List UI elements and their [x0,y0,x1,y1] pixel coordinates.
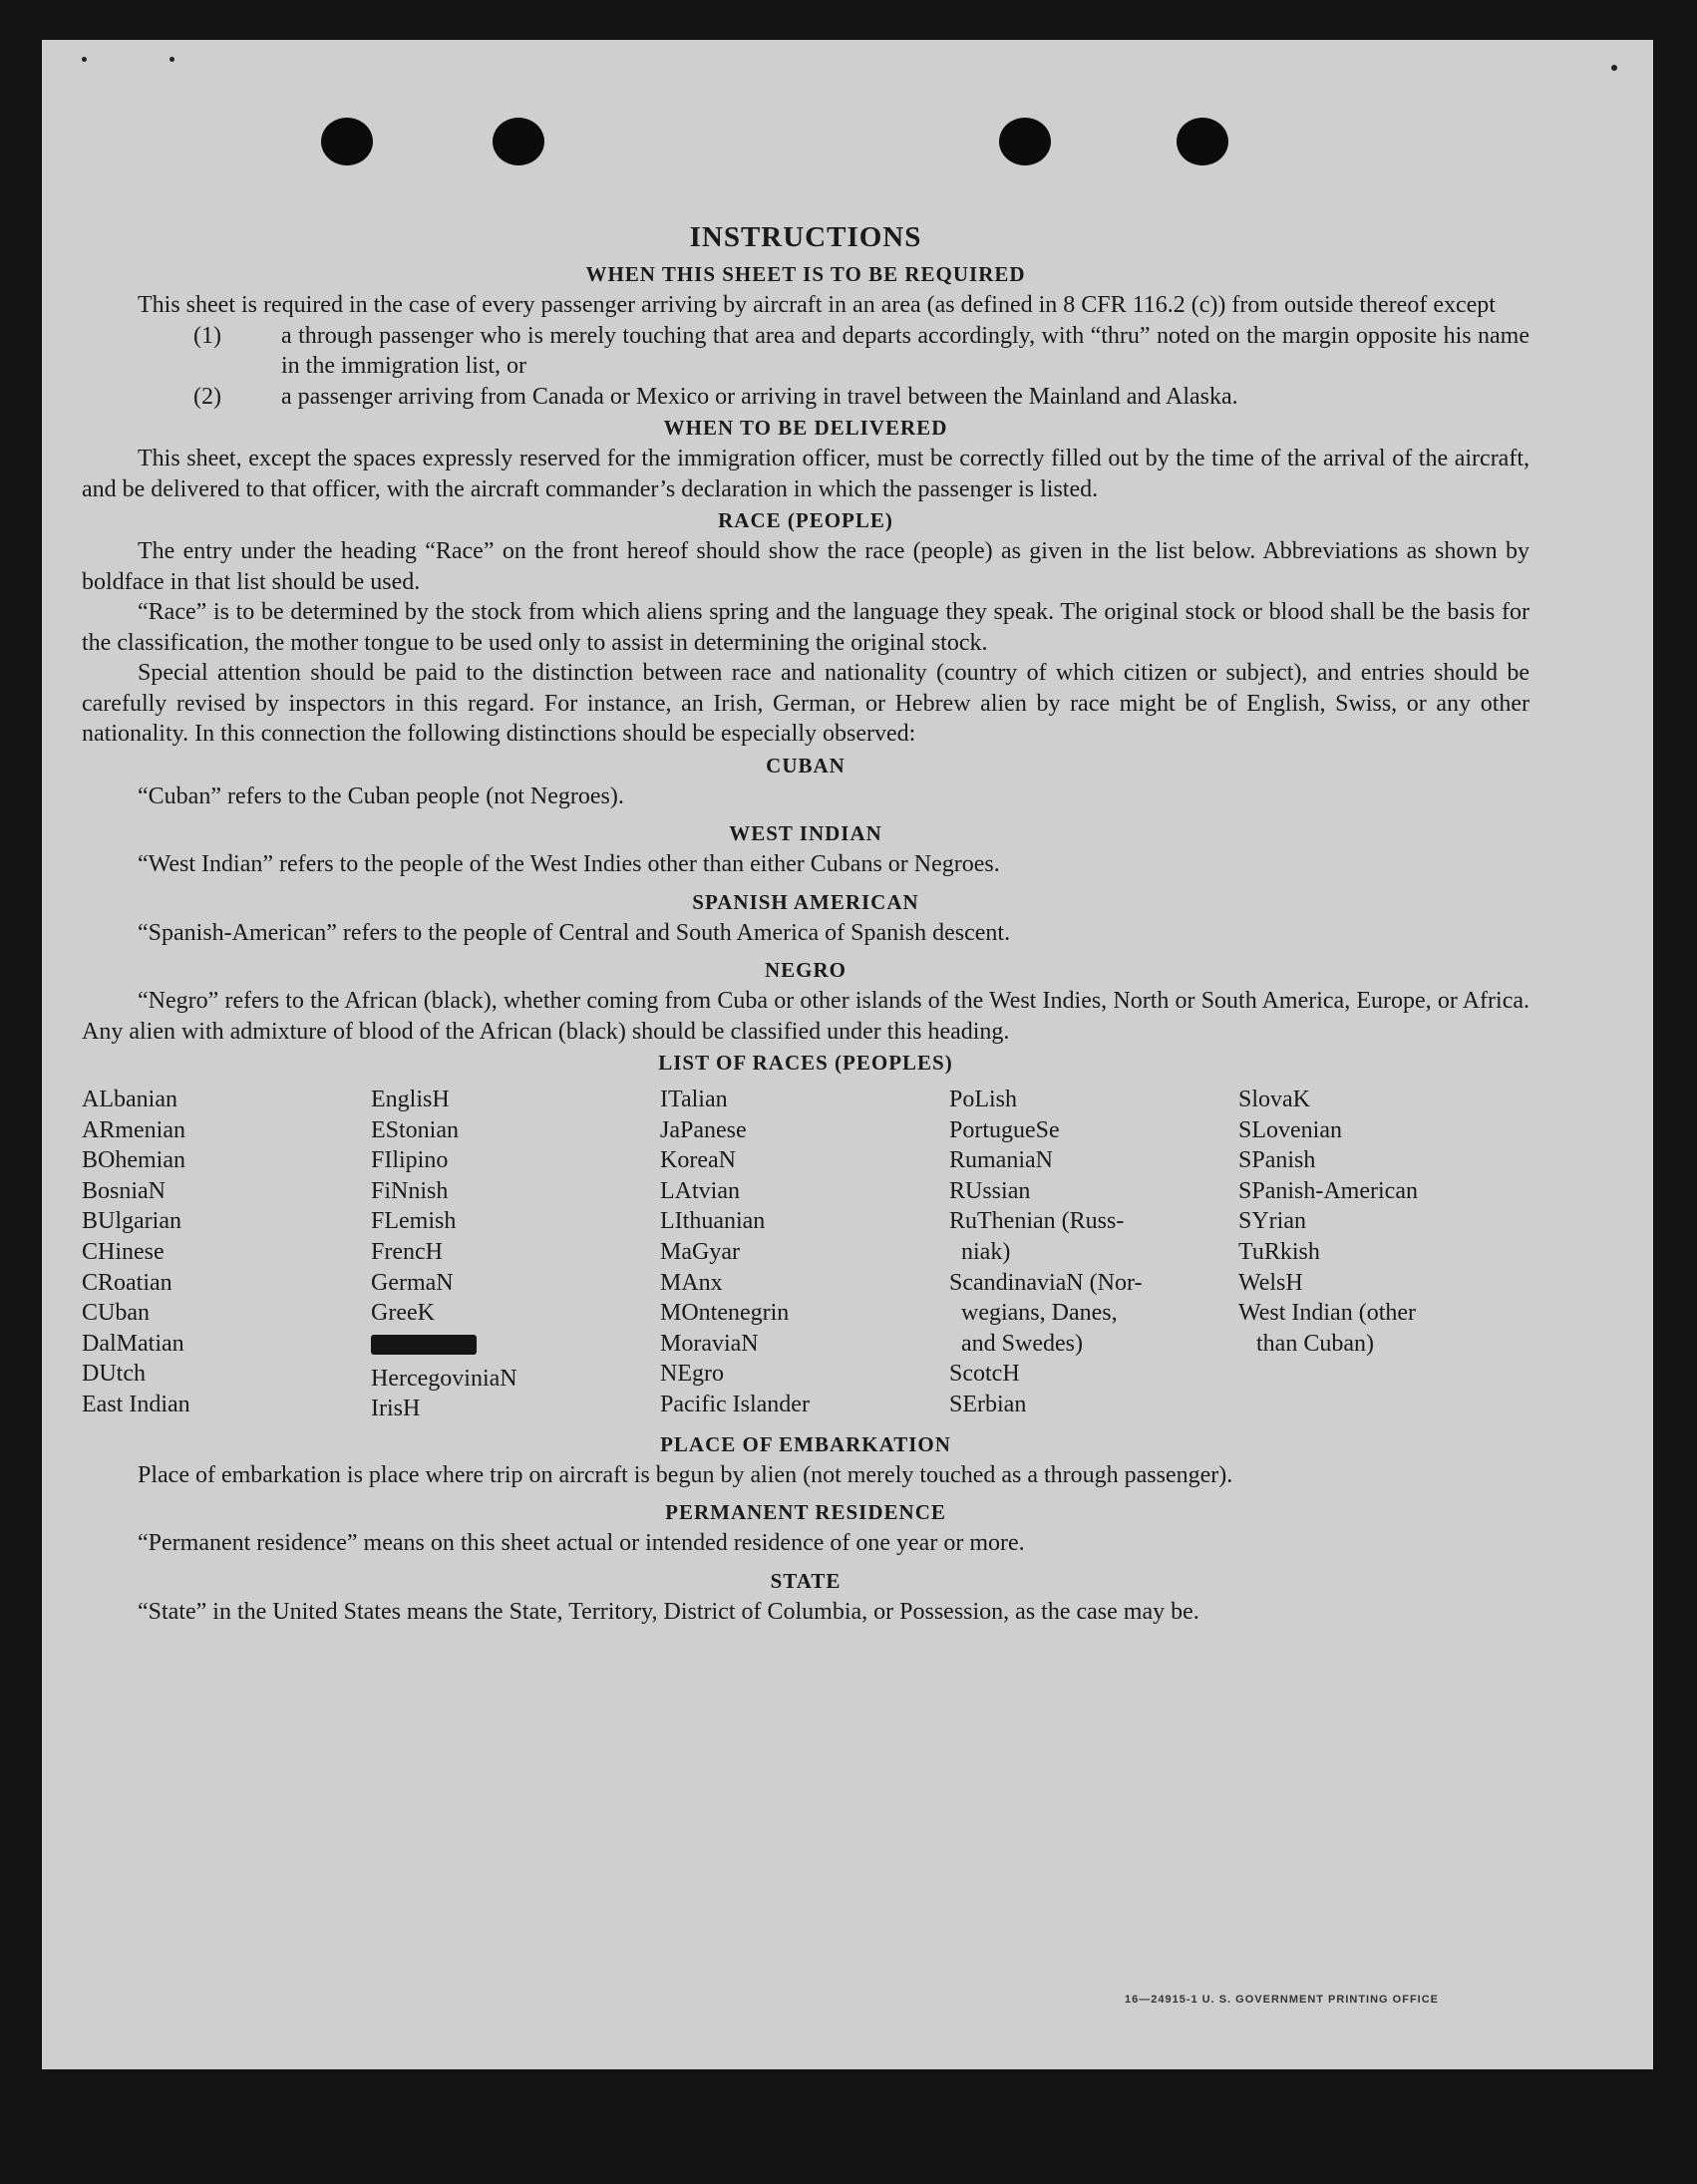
punch-hole [1177,118,1228,165]
race-entry: MAnx [660,1269,723,1296]
race-entry: SYrian [1238,1208,1306,1235]
races-column [1238,1085,1527,1424]
race-entry: FiNnish [371,1177,449,1204]
race-entry: GreeK [371,1300,435,1327]
races-column [371,1085,660,1424]
race-entry: CUban [82,1300,150,1327]
races-list [82,1085,1529,1424]
speck [1611,65,1617,71]
race-entry: West Indian (other [1238,1300,1417,1327]
race-entry: and Swedes) [949,1330,1083,1357]
race-entry: GermaN [371,1269,454,1296]
race-entry: BOhemian [82,1147,185,1174]
race-entry: MaGyar [660,1238,740,1265]
race-entry: KoreaN [660,1147,736,1174]
races-column [949,1085,1238,1424]
paragraph-embarkation: Place of embarkation is place where trip on aircraft is begun by alien (not merely touched as a through passenger). [138,1461,1233,1488]
speck [170,57,174,62]
races-column [660,1085,949,1424]
heading-cuban: CUBAN [766,753,846,778]
paragraph-spanish-american: “Spanish-American” refers to the people of Central and South America of Spanish descent. [138,919,1011,946]
race-entry: FrencH [371,1238,443,1265]
race-entry: WelsH [1238,1269,1303,1296]
race-entry: than Cuban) [1238,1330,1374,1357]
punch-hole [493,118,544,165]
paragraph-race-3: Special attention should be paid to the distinction between race and nationality (country of which citizen or subject), and entries should be carefully revised by inspectors in this regard. For instance, an Irish, German, or Hebrew alien by race might be of English, Swiss, or any other nationality. In this connection the following distinctions should be especially observed: [82,660,1529,747]
heading-embarkation: PLACE OF EMBARKATION [660,1431,951,1456]
list-item-text: a passenger arriving from Canada or Mexico or arriving in travel between the Mainland and Alaska. [281,383,1238,410]
race-entry: SErbian [949,1391,1027,1417]
race-entry: DalMatian [82,1330,184,1357]
race-entry: BUlgarian [82,1208,181,1235]
race-entry: SPanish-American [1238,1177,1418,1204]
punch-hole [321,118,373,165]
race-entry: ARmenian [82,1116,185,1143]
heading-required: WHEN THIS SHEET IS TO BE REQUIRED [585,262,1026,286]
race-entry: PoLish [949,1087,1018,1112]
race-entry: BosniaN [82,1177,166,1204]
race-entry: SlovaK [1238,1087,1310,1112]
race-entry: CHinese [82,1238,165,1265]
race-entry: ALbanian [82,1087,177,1112]
race-entry: ITalian [660,1087,728,1112]
race-entry: SPanish [1238,1147,1316,1174]
redacted-entry [371,1335,477,1355]
list-item-text: a through passenger who is merely touching that area and departs accordingly, with “thru” noted on the margin opposite his name in the immigration list, or [281,322,1529,379]
race-entry: RuThenian (Russ- [949,1208,1125,1235]
heading-state: STATE [770,1568,842,1593]
race-entry: ScotcH [949,1361,1020,1388]
heading-west-indian: WEST INDIAN [729,821,882,845]
speck [82,57,87,62]
paragraph-state: “State” in the United States means the State, Territory, District of Columbia, or Possession, as the case may be. [138,1598,1199,1625]
document-page [42,40,1653,2069]
list-item [82,382,1529,413]
paragraph-race-1: The entry under the heading “Race” on the front hereof should show the race (people) as given in the list below. Abbreviations as shown by boldface in that list should be used. [82,538,1529,595]
race-entry: DUtch [82,1361,146,1388]
race-entry: JaPanese [660,1116,747,1143]
race-entry: wegians, Danes, [949,1300,1118,1327]
race-entry: EnglisH [371,1087,450,1112]
heading-list-of-races: LIST OF RACES (PEOPLES) [658,1051,953,1075]
race-entry: RumaniaN [949,1147,1053,1174]
heading-spanish-american: SPANISH AMERICAN [692,889,919,914]
race-entry: IrisH [371,1396,421,1422]
paragraph-required: This sheet is required in the case of every passenger arriving by aircraft in an area (as defined in 8 CFR 116.2 (c)) from outside thereof except [138,292,1496,318]
paragraph-west-indian: “West Indian” refers to the people of the West Indies other than either Cubans or Negroes. [138,851,1000,877]
paragraph-negro: “Negro” refers to the African (black), whether coming from Cuba or other islands of the West Indies, North or South America, Europe, or Africa. Any alien with admixture of blood of the African (black) should be classified under this heading. [82,988,1529,1045]
paragraph-race-2: “Race” is to be determined by the stock from which aliens spring and the language they speak. The original stock or blood shall be the basis for the classification, the mother tongue to be used only to assist in determining the original stock. [82,599,1529,656]
heading-residence: PERMANENT RESIDENCE [665,1500,946,1525]
paragraph-delivered: This sheet, except the spaces expressly reserved for the immigration officer, must be correctly filled out by the time of the arrival of the aircraft, and be delivered to that officer, with the aircraft commander’s declaration in which the passenger is listed. [82,446,1529,502]
race-entry: FIlipino [371,1147,449,1174]
race-entry: MoraviaN [660,1330,759,1357]
heading-negro: NEGRO [764,958,847,982]
list-item-number: (2) [193,383,221,410]
race-entry: HercegoviniaN [371,1365,517,1392]
race-entry: SLovenian [1238,1116,1342,1143]
race-entry: EStonian [371,1116,459,1143]
paragraph-cuban: “Cuban” refers to the Cuban people (not Negroes). [138,782,624,809]
races-column [82,1085,371,1424]
race-entry: ScandinaviaN (Nor- [949,1269,1143,1296]
race-entry: East Indian [82,1391,190,1417]
paragraph-residence: “Permanent residence” means on this sheet actual or intended residence of one year or more. [138,1530,1025,1557]
race-entry: TuRkish [1238,1238,1320,1265]
race-entry: Pacific Islander [660,1391,810,1417]
race-entry: LIthuanian [660,1208,766,1235]
race-entry: LAtvian [660,1177,740,1204]
list-item-number: (1) [193,322,221,349]
race-entry: RUssian [949,1177,1031,1204]
page-title: INSTRUCTIONS [689,221,922,253]
instructions-content [82,179,1529,1627]
race-entry: FLemish [371,1208,457,1235]
list-item [82,321,1529,382]
race-entry: MOntenegrin [660,1300,790,1327]
race-entry: NEgro [660,1361,724,1388]
punch-hole [999,118,1051,165]
race-entry: CRoatian [82,1269,172,1296]
race-entry: PortugueSe [949,1116,1060,1143]
heading-delivered: WHEN TO BE DELIVERED [663,416,948,440]
printing-office-footer: 16—24915-1 U. S. GOVERNMENT PRINTING OFFICE [1125,1994,1440,2006]
heading-race: RACE (PEOPLE) [718,508,893,532]
race-entry: niak) [949,1238,1011,1265]
